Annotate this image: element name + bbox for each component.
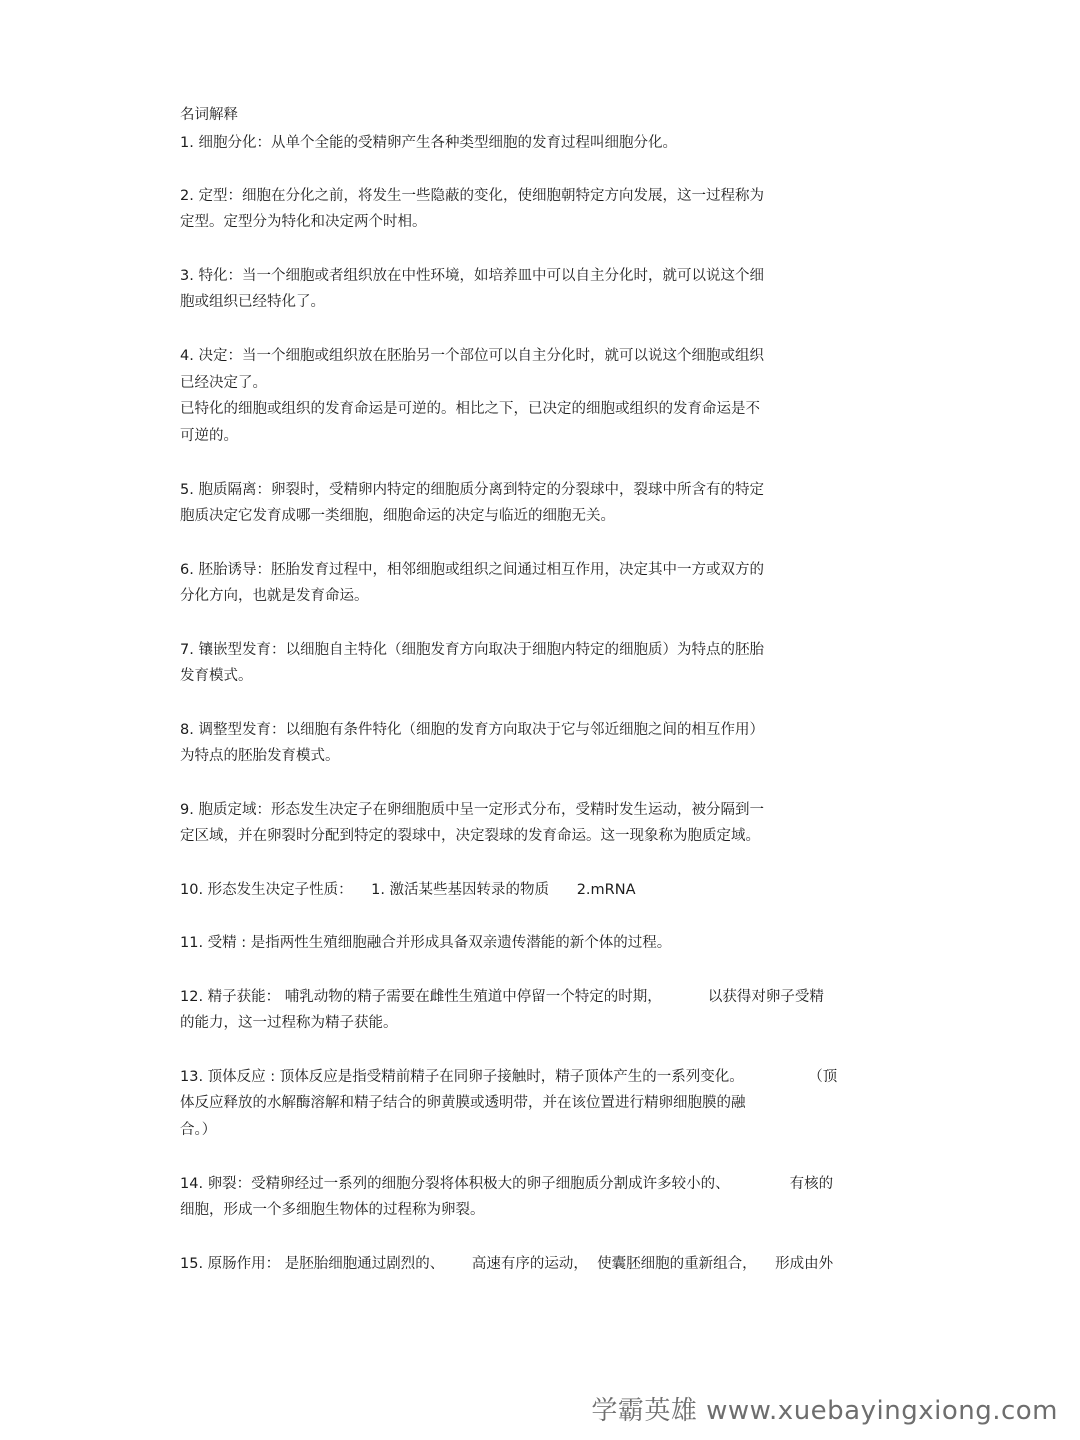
text-line: 15. 原肠作用： 是胚胎细胞通过剧烈的、 高速有序的运动， 使囊胚细胞的重新组合， 形成由外 (180, 1256, 834, 1272)
text-line: 体反应释放的水解酶溶解和精子结合的卵黄膜或透明带，并在该位置进行精卵细胞膜的融 (180, 1095, 746, 1111)
text-line: 11. 受精 : 是指两性生殖细胞融合并形成具备双亲遗传潜能的新个体的过程。 (180, 935, 672, 951)
text-line: 1. 细胞分化：从单个全能的受精卵产生各种类型细胞的发育过程叫细胞分化。 (180, 135, 677, 151)
text-line: 9. 胞质定域：形态发生决定子在卵细胞质中呈一定形式分布，受精时发生运动，被分隔到一 (180, 802, 764, 818)
text-line: 6. 胚胎诱导：胚胎发育过程中，相邻细胞或组织之间通过相互作用，决定其中一方或双方的 (180, 562, 764, 578)
text-line: 14. 卵裂：受精卵经过一系列的细胞分裂将体积极大的卵子细胞质分割成许多较小的、 有核的 (180, 1176, 834, 1192)
text-line: 10. 形态发生决定子性质： 1. 激活某些基因转录的物质 2.mRNA (180, 882, 636, 898)
text-line: 5. 胞质隔离：卵裂时，受精卵内特定的细胞质分离到特定的分裂球中，裂球中所含有的特定 (180, 482, 764, 498)
text-line: 已经决定了。 (180, 375, 267, 391)
text-line: 12. 精子获能： 哺乳动物的精子需要在雌性生殖道中停留一个特定的时期， 以获得对卵子受精 (180, 989, 824, 1005)
text-line: 2. 定型：细胞在分化之前，将发生一些隐蔽的变化，使细胞朝特定方向发展，这一过程称为 (180, 188, 764, 204)
watermark: 学霸英雄 www.xuebayingxiong.com (591, 1396, 1058, 1426)
document-title: 名词解释 (180, 107, 238, 123)
text-line: 可逆的。 (180, 428, 238, 444)
text-line: 的能力，这一过程称为精子获能。 (180, 1015, 398, 1031)
text-line: 分化方向，也就是发育命运。 (180, 588, 369, 604)
text-line: 发育模式。 (180, 668, 253, 684)
text-line: 胞质决定它发育成哪一类细胞，细胞命运的决定与临近的细胞无关。 (180, 508, 615, 524)
text-line: 13. 顶体反应 : 顶体反应是指受精前精子在同卵子接触时，精子顶体产生的一系列变化。 （顶 (180, 1069, 838, 1085)
text-line: 已特化的细胞或组织的发育命运是可逆的。相比之下，已决定的细胞或组织的发育命运是不 (180, 401, 760, 417)
text-line: 3. 特化：当一个细胞或者组织放在中性环境，如培养皿中可以自主分化时，就可以说这个细 (180, 268, 764, 284)
text-line: 细胞，形成一个多细胞生物体的过程称为卵裂。 (180, 1202, 485, 1218)
text-line: 定型。定型分为特化和决定两个时相。 (180, 214, 427, 230)
text-line: 为特点的胚胎发育模式。 (180, 748, 340, 764)
text-line: 4. 决定：当一个细胞或组织放在胚胎另一个部位可以自主分化时，就可以说这个细胞或组织 (180, 348, 764, 364)
text-line: 定区域，并在卵裂时分配到特定的裂球中，决定裂球的发育命运。这一现象称为胞质定域。 (180, 828, 760, 844)
text-line: 合。） (180, 1122, 217, 1138)
text-line: 7. 镶嵌型发育：以细胞自主特化（细胞发育方向取决于细胞内特定的细胞质）为特点的胚胎 (180, 642, 764, 658)
text-line: 8. 调整型发育：以细胞有条件特化（细胞的发育方向取决于它与邻近细胞之间的相互作用） (180, 722, 764, 738)
text-line: 胞或组织已经特化了。 (180, 294, 325, 310)
